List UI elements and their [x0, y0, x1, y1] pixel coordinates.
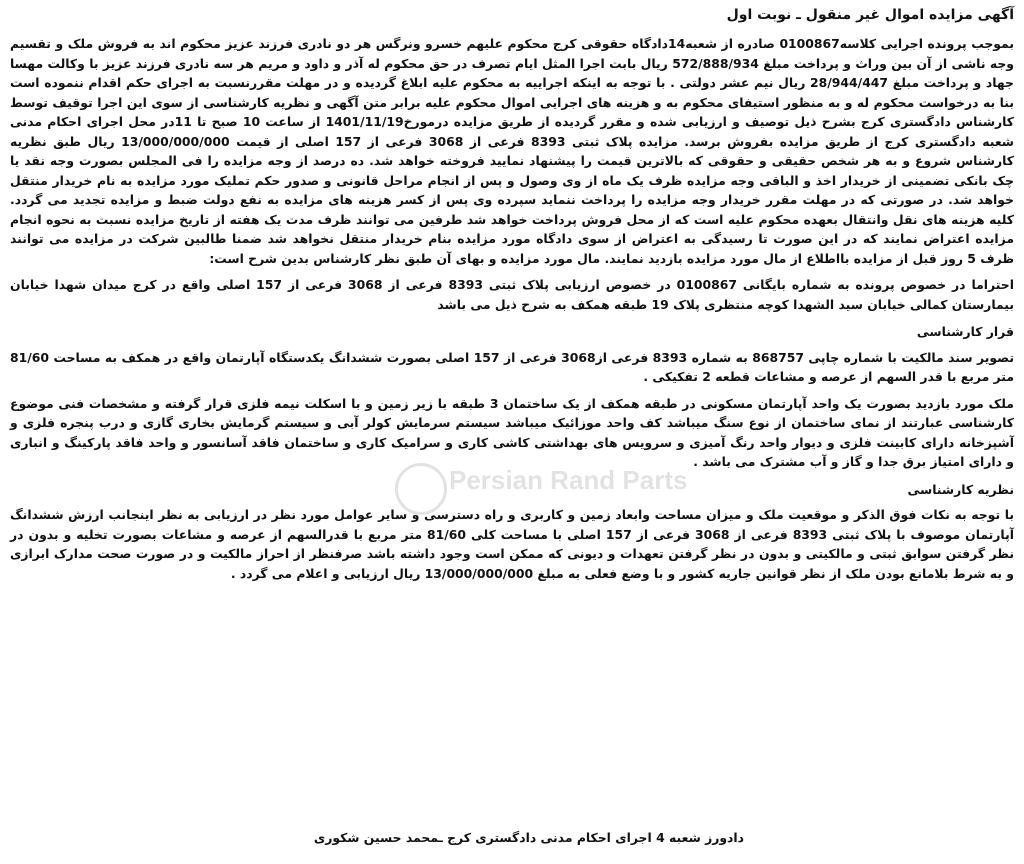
expert-decision-heading: قرار کارشناسی: [916, 324, 1014, 339]
opinion-paragraph: با توجه به نکات فوق الذکر و موقعیت ملک و میزان مساحت وابعاد زمین و کاربری و راه دسترسی و سایر عوامل مورد نظر در ارزیابی به نظر اینجانب ارزش ششدانگ آپارتمان موصوف با پلاک ثبتی 8393 فرعی از 3068 فرعی از 157 اصلی با مساحت کلی 81/60 متر مربع با قدرالسهم از عرصه و مشاعات بصورت تخلیه و بدون در نظر گرفتن سوابق ثبتی و مالکیتی و بدون در نظر گرفتن تعهدات و دیونی که ممکن است وجود داشته باشد صرفنظر از احراز مالکیت و در صورت صحت مدارک ابرازی و به شرط بلامانع بودن ملک از نظر قوانین جاریه کشور و با وضع فعلی به مبلغ 13/000/000/000 ریال ارزیابی و اعلام می گردد .: [10, 507, 1014, 581]
expert-opinion-heading: نظریه کارشناسی: [907, 481, 1014, 497]
visit-paragraph: ملک مورد بازدید بصورت یک واحد آپارتمان مسکونی در طبقه همکف از یک ساختمان 3 طبقه با زیر زمین و با اسکلت نیمه فلزی قرار گرفته و مشخصات فنی موضوع کارشناسی عبارتند از نمای ساختمان از نوع سنگ میباشد کف واحد موزائیک میباشد سیستم سرمایش کولر آبی و سیستم گرمایش بخاری گازی و درب پنجره فلزی و آشپزخانه دارای کابینت فلزی و دیوار واحد رنگ آمیزی و سرویس های بهداشتی کاشی کاری و سرامیک کاری و ساختمان فاقد آسانسور و واحد فاقد پارکینگ و انباری و دارای امتیاز برق جدا و گاز و آب مشترک می باشد .: [10, 395, 1014, 469]
signature-line: دادورز شعبه 4 اجرای احکام مدنی دادگستری کرج ـمحمد حسین شکوری: [313, 830, 744, 845]
deed-paragraph: تصویر سند مالکیت با شماره چاپی 868757 به شماره 8393 فرعی از3068 فرعی از 157 اصلی بصورت ششدانگ یکدستگاه آپارتمان واقع در همکف به مساحت 81/60 متر مربع با قدر السهم از عرصه و مشاعات قطعه 2 تفکیکی .: [10, 349, 1014, 384]
notice-title: آگهی مزایده اموال غیر منقول ـ نوبت اول: [726, 7, 1014, 23]
intro-paragraph: بموجب پرونده اجرایی کلاسه0100867 صادره از شعبه14دادگاه حقوقی کرج محکوم علیهم خسرو ونرگس هر دو نادری فرزند عزیز محکوم اند به فروش ملک و تقسیم وجه ناشی از آن بین وراث و پرداخت مبلغ 572/888/934 ریال بابت اجرا المثل ایام تصرف در حق محکوم له آذر و داود و مریم هر سه نادری فرزند عزیز با وکالت مهسا جهاد و پرداخت مبلغ 28/944/447 ریال نیم عشر دولتی . با توجه به اینکه اجراییه به محکوم علیه ابلاغ گردیده و در مهلت مقررنسبت به اجرای حکم اقدام ننموده است بنا به درخواست محکوم له و به منظور استیفای محکوم به و هزینه های اجرایی اموال محکوم علیه برابر متن آگهی و نظریه کارشناسی از سوی این اجرا توقیف توسط کارشناس دادگستری کرج بشرح ذیل توصیف و ارزیابی شده و مقرر گردیده از طریق مزایده درمورخ1401/11/19 از ساعت 10 صبح تا 11در محل اجرای احکام مدنی شعبه دادگستری کرج از طریق مزایده بفروش برسد. مزایده پلاک ثبتی 8393 فرعی از 3068 فرعی از 157 اصلی از قیمت 13/000/000/000 ریال طبق نظریه کارشناس شروع و به هر شخص حقیقی و حقوقی که بالاترین قیمت را پیشنهاد نمایید فروخته خواهد شد. ده درصد از وجه مزایده را فی المجلس بصورت وجه نقد یا چک بانکی تضمینی از خریدار اخذ و الباقی وجه مزایده ظرف یک ماه از وی وصول و پس از انجام مراحل قانونی و صدور حکم تملیک مورد مزایده به نام خریدار منتقل خواهد شد. در صورتی که در مهلت مقرر خریدار وجه مزایده را پرداخت ننماید سپرده وی پس از کسر هزینه های مزایده به نفع دولت ضبط و مزایده تجدید می گردد. کلیه هزینه های نقل وانتقال بعهده محکوم علیه است که از محل فروش پرداخت خواهد شد طرفین می توانند ظرف مدت یک هفته از تاریخ مزایده نسبت به نحوه انجام مزایده اعتراض نمایند که در این صورت تا رسیدگی به اعتراض از سوی دادگاه مورد مزایده بنام خریدار منتقل نخواهد شد ضمنا طالبین شرکت در مزایده می توانند ظرف 5 روز قبل از مزایده بااطلاع از مال مورد مزایده بازدید نمایند. مال مورد مزایده و بهای آن طبق نظر کارشناس بدین شرح است:: [10, 36, 1015, 266]
watermark-text: Persian Rand Parts: [449, 465, 688, 495]
respect-paragraph: احتراما در خصوص پرونده به شماره بایگانی 0100867 در خصوص ارزیابی پلاک ثبتی 8393 فرعی از 3068 فرعی از 157 اصلی واقع در کرج میدان شهدا خیابان بیمارستان کمالی خیابان سید الشهدا کوچه منتظری پلاک 19 طبقه همکف به شرح ذیل می باشد: [10, 277, 1014, 312]
